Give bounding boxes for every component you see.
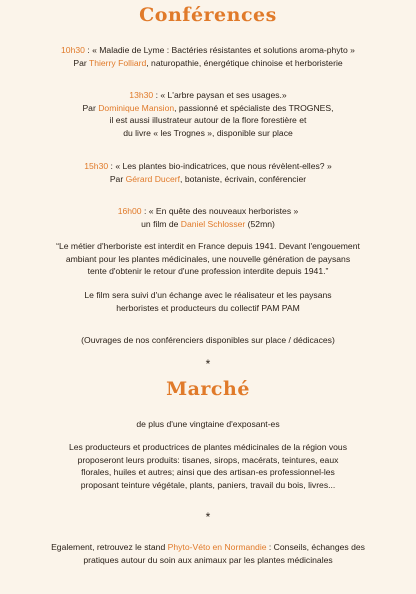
footer-note xyxy=(6,541,410,566)
film-quote xyxy=(6,240,410,278)
quote-line: ambiant pour les plantes médicinales, une nouvelle génération de paysans xyxy=(65,253,351,264)
followup-line: Le film sera suivi d'un échange avec le réalisateur et les paysans xyxy=(84,290,332,300)
talk-time: 15h30 xyxy=(84,161,109,171)
talk-title: : « L'arbre paysan et ses usages.» xyxy=(153,90,287,100)
talk-speaker-line: un film de Daniel Schlosser (52mn) xyxy=(141,218,275,229)
talk-title: : « Les plantes bio-indicatrices, que nous révèlent-elles? » xyxy=(108,161,332,171)
marche-line: Les producteurs et productrices de plantes médicinales de la région vous xyxy=(68,442,348,452)
books-note: (Ouvrages de nos conférenciers disponibles sur place / dédicaces) xyxy=(81,335,335,345)
talk-time: 13h30 xyxy=(129,90,154,100)
talk-time: 10h30 xyxy=(61,45,85,55)
marche-line: florales, huiles et autres; ainsi que des artisan-es professionnel-les xyxy=(81,467,335,478)
conferences-title: Conférences xyxy=(139,4,277,26)
marche-line: proposeront leurs produits: tisanes, sirops, macérats, teintures, eaux xyxy=(77,454,339,465)
talk-16h00 xyxy=(6,205,410,230)
separator-asterisk: * xyxy=(205,357,211,371)
marche-description xyxy=(6,441,410,491)
separator-asterisk: * xyxy=(205,510,211,524)
marche-title: Marché xyxy=(166,378,250,400)
talk-15h30 xyxy=(6,160,410,185)
talk-heading xyxy=(6,44,410,57)
speaker-name: Gérard Ducerf xyxy=(125,173,181,184)
talk-10h30 xyxy=(6,44,410,69)
talk-heading xyxy=(6,160,410,173)
stand-name: Phyto-Véto en Normandie xyxy=(167,542,267,552)
talk-desc-line: il est aussi illustrateur autour de la flore forestière et xyxy=(109,115,307,126)
talk-speaker-line: Par Gérard Ducerf, botaniste, écrivain, conférencier xyxy=(109,173,307,184)
speaker-name: Daniel Schlosser xyxy=(180,218,246,229)
talk-desc-line: du livre « les Trognes », disponible sur place xyxy=(123,127,293,138)
talk-13h30 xyxy=(6,89,410,139)
talk-title: : « Maladie de Lyme : Bactéries résistantes et solutions aroma-phyto » xyxy=(84,45,355,55)
speaker-name: Thierry Folliard xyxy=(88,57,147,68)
film-followup xyxy=(6,289,410,314)
quote-line: “Le métier d'herboriste est interdit en France depuis 1941. Devant l'engouement xyxy=(56,241,360,251)
footer-line: pratiques autour du soin aux animaux par les plantes médicinales xyxy=(83,554,333,565)
talk-heading xyxy=(6,89,410,102)
talk-time: 16h00 xyxy=(117,206,142,216)
talk-speaker-line: Par Thierry Folliard, naturopathie, énergétique chinoise et herboristerie xyxy=(73,57,343,68)
quote-line: tente d'obtenir le retour d'une profession interdite depuis 1941.” xyxy=(87,266,329,277)
marche-line: proposant teinture végétale, plants, paniers, travail du bois, livres... xyxy=(80,479,336,490)
marche-subtitle: de plus d'une vingtaine d'exposant-es xyxy=(136,419,280,429)
footer-line: Egalement, retrouvez le stand Phyto-Véto en Normandie : Conseils, échanges des xyxy=(51,542,365,552)
talk-heading xyxy=(6,205,410,218)
speaker-name: Dominique Mansion xyxy=(98,102,175,113)
talk-title: : « En quête des nouveaux herboristes » xyxy=(141,206,299,216)
followup-line: herboristes et producteurs du collectif PAM PAM xyxy=(116,302,300,313)
talk-speaker-line: Par Dominique Mansion, passionné et spécialiste des TROGNES, xyxy=(82,102,334,113)
